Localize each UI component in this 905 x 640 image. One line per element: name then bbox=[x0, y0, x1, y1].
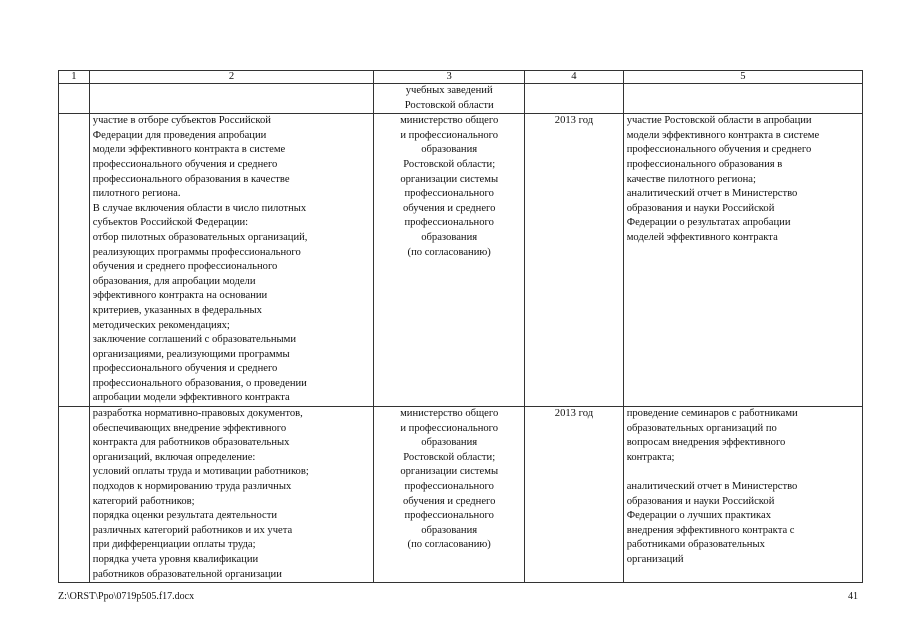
text-line: образования bbox=[421, 144, 478, 156]
text-line: эффективного контракта на основании bbox=[92, 290, 268, 302]
row-number-cell bbox=[59, 114, 90, 407]
text-line: В случае включения области в число пилотных bbox=[92, 202, 307, 214]
column-number-cell: 4 bbox=[525, 71, 624, 84]
measures-table bbox=[58, 70, 863, 583]
text-line: профессионального bbox=[404, 510, 494, 522]
text-line: реализующих программы профессионального bbox=[92, 246, 301, 258]
text-line: заключение соглашений с образовательными bbox=[92, 334, 297, 346]
responsible-cell bbox=[374, 84, 525, 114]
text-line: Ростовской области; bbox=[403, 451, 496, 463]
text-line: профессионального образования, о проведении bbox=[92, 377, 307, 389]
table-row bbox=[59, 407, 863, 583]
text-line: обучения и среднего bbox=[402, 202, 496, 214]
text-line: вопросам внедрения эффективного bbox=[626, 437, 786, 449]
text-line: условий оплаты труда и мотивации работников; bbox=[92, 466, 309, 478]
text-line: профессионального bbox=[404, 188, 494, 200]
text-line: Ростовской области; bbox=[403, 158, 496, 170]
text-line: подходов к нормированию труда различных bbox=[92, 481, 292, 493]
text-line: профессионального bbox=[404, 481, 494, 493]
text-line: обучения и среднего профессионального bbox=[92, 261, 278, 273]
text-line: организации системы bbox=[400, 173, 499, 185]
text-line: модели эффективного контракта в системе bbox=[92, 144, 286, 156]
column-number-cell: 3 bbox=[374, 71, 525, 84]
text-line: обеспечивающих внедрение эффективного bbox=[92, 422, 287, 434]
deadline-cell: 2013 год bbox=[525, 114, 624, 407]
text-line: учебных заведений bbox=[405, 85, 493, 96]
text-line: организаций bbox=[626, 554, 684, 565]
text-line: внедрения эффективного контракта с bbox=[626, 524, 795, 536]
text-line: обучения и среднего bbox=[402, 495, 496, 507]
text-line: аналитический отчет в Министерство bbox=[626, 481, 798, 493]
continuation-row bbox=[59, 84, 863, 114]
result-cell bbox=[623, 407, 862, 583]
text-line: образования, для апробации модели bbox=[92, 275, 256, 287]
text-line: проведение семинаров с работниками bbox=[626, 408, 798, 420]
text-line: образования bbox=[421, 231, 478, 243]
text-line: образовательных организаций по bbox=[626, 422, 777, 434]
text-line: министерство общего bbox=[400, 408, 499, 420]
text-line: субъектов Российской Федерации: bbox=[92, 217, 249, 229]
text-line: апробации модели эффективного контракта bbox=[92, 392, 290, 404]
text-line: профессионального обучения и среднего bbox=[626, 144, 812, 156]
text-line: работников образовательной организации bbox=[92, 568, 282, 580]
text-line: Ростовской области bbox=[404, 99, 494, 111]
text-line: Федерации для проведения апробации bbox=[92, 129, 267, 141]
result-cell bbox=[623, 114, 862, 407]
measure-cell bbox=[89, 84, 373, 114]
text-line: образования bbox=[421, 437, 478, 449]
text-line: министерство общего bbox=[400, 115, 499, 127]
text-line: аналитический отчет в Министерство bbox=[626, 188, 798, 200]
responsible-cell bbox=[374, 407, 525, 583]
text-line: Федерации о результатах апробации bbox=[626, 217, 791, 229]
text-line: критериев, указанных в федеральных bbox=[92, 304, 262, 316]
text-line: пилотного региона. bbox=[92, 188, 181, 200]
text-line: образования и науки Российской bbox=[626, 495, 775, 507]
text-line: профессионального обучения и среднего bbox=[92, 363, 278, 375]
text-line: качестве пилотного региона; bbox=[626, 173, 756, 185]
text-line: при дифференциации оплаты труда; bbox=[92, 539, 256, 551]
measure-cell bbox=[89, 407, 373, 583]
column-number-row bbox=[59, 71, 863, 84]
text-line: образования bbox=[421, 524, 478, 536]
text-line: профессионального bbox=[404, 217, 494, 229]
result-cell bbox=[623, 84, 862, 114]
text-line: работниками образовательных bbox=[626, 539, 765, 551]
text-line: (по согласованию) bbox=[407, 246, 491, 258]
column-number-cell: 2 bbox=[89, 71, 373, 84]
responsible-cell bbox=[374, 114, 525, 407]
text-line: (по согласованию) bbox=[407, 539, 491, 551]
text-line: контракта для работников образовательных bbox=[92, 437, 290, 449]
text-line: организаций, включая определение: bbox=[92, 451, 256, 463]
text-line: различных категорий работников и их учета bbox=[92, 524, 293, 536]
file-path: Z:\ORST\Ppo\0719p505.f17.docx bbox=[58, 591, 195, 602]
text-line: Федерации о лучших практиках bbox=[626, 510, 771, 522]
text-line bbox=[627, 465, 859, 480]
row-number-cell bbox=[59, 407, 90, 583]
text-line: профессионального образования в качестве bbox=[92, 173, 290, 185]
text-line: участие Ростовской области в апробации bbox=[626, 115, 812, 127]
text-line: порядка оценки результата деятельности bbox=[92, 510, 278, 522]
deadline-cell: 2013 год bbox=[525, 407, 624, 583]
text-line: отбор пилотных образовательных организаций, bbox=[92, 231, 308, 243]
text-line: и профессионального bbox=[400, 422, 499, 434]
text-line: контракта; bbox=[626, 451, 675, 463]
text-line: порядка учета уровня квалификации bbox=[92, 554, 259, 565]
deadline-cell bbox=[525, 84, 624, 114]
text-line: и профессионального bbox=[400, 129, 499, 141]
text-line: модели эффективного контракта в системе bbox=[626, 129, 820, 141]
text-line: участие в отборе субъектов Российской bbox=[92, 115, 271, 127]
text-line: методических рекомендациях; bbox=[92, 319, 230, 331]
text-line: моделей эффективного контракта bbox=[626, 231, 778, 243]
text-line: разработка нормативно-правовых документов, bbox=[92, 408, 303, 420]
table-row bbox=[59, 114, 863, 407]
text-line: категорий работников; bbox=[92, 495, 195, 507]
text-line: образования и науки Российской bbox=[626, 202, 775, 214]
row-number-cell bbox=[59, 84, 90, 114]
text-line: профессионального обучения и среднего bbox=[92, 158, 278, 170]
page-number: 41 bbox=[848, 591, 858, 602]
text-line: организации системы bbox=[400, 466, 499, 478]
text-line: организациями, реализующими программы bbox=[92, 348, 290, 360]
text-line: профессионального образования в bbox=[626, 158, 783, 170]
measure-cell bbox=[89, 114, 373, 407]
column-number-cell: 5 bbox=[623, 71, 862, 84]
column-number-cell: 1 bbox=[59, 71, 90, 84]
